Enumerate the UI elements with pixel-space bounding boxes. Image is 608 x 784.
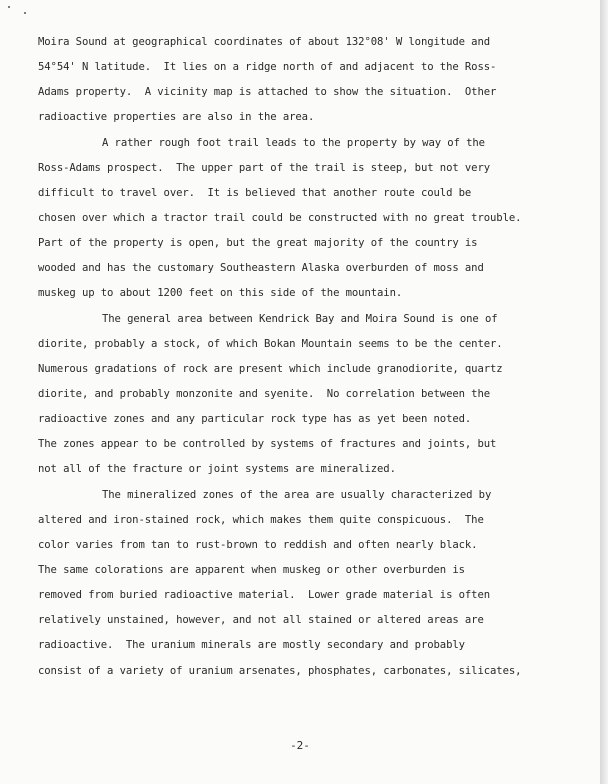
text-line: relatively unstained, however, and not all stained or altered areas are [38, 614, 484, 627]
text-line: Part of the property is open, but the great majority of the country is [38, 237, 478, 250]
text-line: wooded and has the customary Southeastern Alaska overburden of moss and [38, 262, 484, 275]
text-line: chosen over which a tractor trail could be constructed with no great trouble. [38, 211, 522, 224]
text-line: Moira Sound at geographical coordinates of about 132°08' W longitude and [38, 36, 491, 48]
text-line: radioactive. The uranium minerals are mostly secondary and probably [38, 639, 465, 652]
text-line: The same colorations are apparent when muskeg or other overburden is [38, 563, 465, 576]
page-edge [600, 0, 608, 784]
text-line: Numerous gradations of rock are present which include granodiorite, quartz [38, 362, 503, 375]
text-line: The mineralized zones of the area are usually characterized by [102, 488, 492, 501]
text-line: 54°54' N latitude. It lies on a ridge north of and adjacent to the Ross- [38, 61, 497, 74]
body-text [38, 30, 558, 684]
text-line: color varies from tan to rust-brown to reddish and often nearly black. [38, 538, 478, 551]
text-line: diorite, and probably monzonite and syenite. No correlation between the [38, 387, 491, 400]
text-line: The zones appear to be controlled by systems of fractures and joints, but [38, 438, 497, 451]
text-line: The general area between Kendrick Bay and Moira Sound is one of [102, 312, 498, 325]
text-line: radioactive properties are also in the area. [38, 111, 315, 124]
text-line: radioactive zones and any particular rock type has as yet been noted. [38, 413, 472, 426]
text-line: muskeg up to about 1200 feet on this side of the mountain. [38, 287, 403, 300]
page-number: -2- [290, 739, 310, 752]
text-line: A rather rough foot trail leads to the property by way of the [102, 136, 485, 149]
paragraph [38, 483, 558, 684]
paragraph [38, 131, 558, 307]
text-line: Adams property. A vicinity map is attached to show the situation. Other [38, 86, 497, 99]
text-line: altered and iron-stained rock, which makes them quite conspicuous. The [38, 513, 484, 526]
scan-speck [8, 6, 10, 8]
scan-speck [24, 12, 26, 14]
paragraph [38, 307, 558, 483]
text-line: difficult to travel over. It is believed that another route could be [38, 186, 472, 199]
text-line: not all of the fracture or joint systems are mineralized. [38, 463, 396, 476]
text-line: Ross-Adams prospect. The upper part of the trail is steep, but not very [38, 161, 491, 174]
text-line: consist of a variety of uranium arsenates, phosphates, carbonates, silicates, [38, 664, 522, 677]
text-line: removed from buried radioactive material. Lower grade material is often [38, 589, 491, 602]
paragraph [38, 30, 558, 131]
text-line: diorite, probably a stock, of which Bokan Mountain seems to be the center. [38, 337, 503, 350]
